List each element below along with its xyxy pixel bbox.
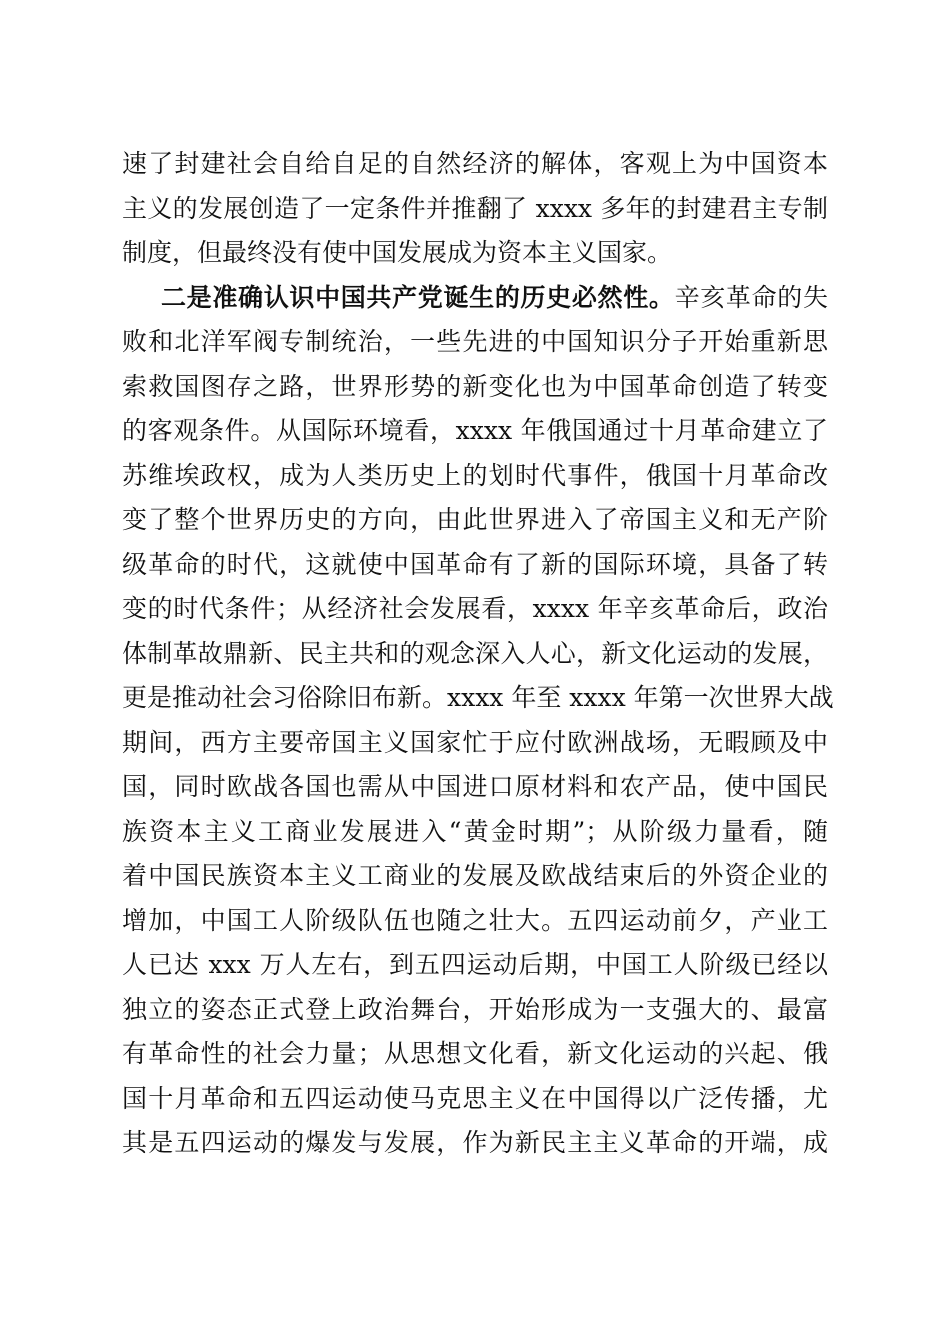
text-line: 体制革故鼎新、民主共和的观念深入人心，新文化运动的发展， bbox=[122, 638, 828, 668]
text-line: 变了整个世界历史的方向，由此世界进入了帝国主义和无产阶 bbox=[122, 505, 828, 534]
text-span: 辛亥革命的失 bbox=[674, 282, 828, 312]
text-line: 更是推动社会习俗除旧布新。xxxx 年至 xxxx 年第一次世界大战 bbox=[122, 683, 834, 712]
paragraph-1 bbox=[122, 142, 828, 276]
document-page bbox=[122, 142, 834, 1166]
text-line: 速了封建社会自给自足的自然经济的解体，客观上为中国资本 bbox=[122, 149, 828, 178]
text-line: 着中国民族资本主义工商业的发展及欧战结束后的外资企业的 bbox=[122, 861, 828, 890]
text-line: 期间，西方主要帝国主义国家忙于应付欧洲战场，无暇顾及中 bbox=[122, 727, 828, 757]
text-line: 败和北洋军阀专制统治，一些先进的中国知识分子开始重新思 bbox=[122, 327, 828, 356]
text-line: 族资本主义工商业发展进入“黄金时期”；从阶级力量看，随 bbox=[122, 816, 828, 846]
text-line: 制度，但最终没有使中国发展成为资本主义国家。 bbox=[122, 238, 673, 267]
text-line: 索救国图存之路，世界形势的新变化也为中国革命创造了转变 bbox=[122, 371, 828, 401]
text-line: 其是五四运动的爆发与发展，作为新民主主义革命的开端，成 bbox=[122, 1128, 828, 1157]
text-line: 人已达 xxx 万人左右，到五四运动后期，中国工人阶级已经以 bbox=[122, 950, 828, 979]
text-line: 级革命的时代，这就使中国革命有了新的国际环境，具备了转 bbox=[122, 549, 828, 579]
text-line: 增加，中国工人阶级队伍也随之壮大。五四运动前夕，产业工 bbox=[122, 905, 828, 935]
paragraph-2 bbox=[122, 276, 834, 1166]
text-line: 的客观条件。从国际环境看，xxxx 年俄国通过十月革命建立了 bbox=[122, 416, 828, 445]
text-line: 独立的姿态正式登上政治舞台，开始形成为一支强大的、最富 bbox=[122, 994, 828, 1024]
text-line: 国十月革命和五四运动使马克思主义在中国得以广泛传播，尤 bbox=[122, 1083, 828, 1113]
text-line: 有革命性的社会力量；从思想文化看，新文化运动的兴起、俄 bbox=[122, 1039, 828, 1068]
paragraph-first-line bbox=[122, 276, 828, 321]
text-line: 苏维埃政权，成为人类历史上的划时代事件，俄国十月革命改 bbox=[122, 460, 828, 490]
paragraph-heading: 二是准确认识中国共产党诞生的历史必然性。 bbox=[161, 282, 675, 312]
text-line: 国，同时欧战各国也需从中国进口原材料和农产品，使中国民 bbox=[122, 772, 828, 801]
text-line: 主义的发展创造了一定条件并推翻了 xxxx 多年的封建君主专制 bbox=[122, 193, 828, 223]
text-line: 变的时代条件；从经济社会发展看，xxxx 年辛亥革命后，政治 bbox=[122, 594, 828, 623]
